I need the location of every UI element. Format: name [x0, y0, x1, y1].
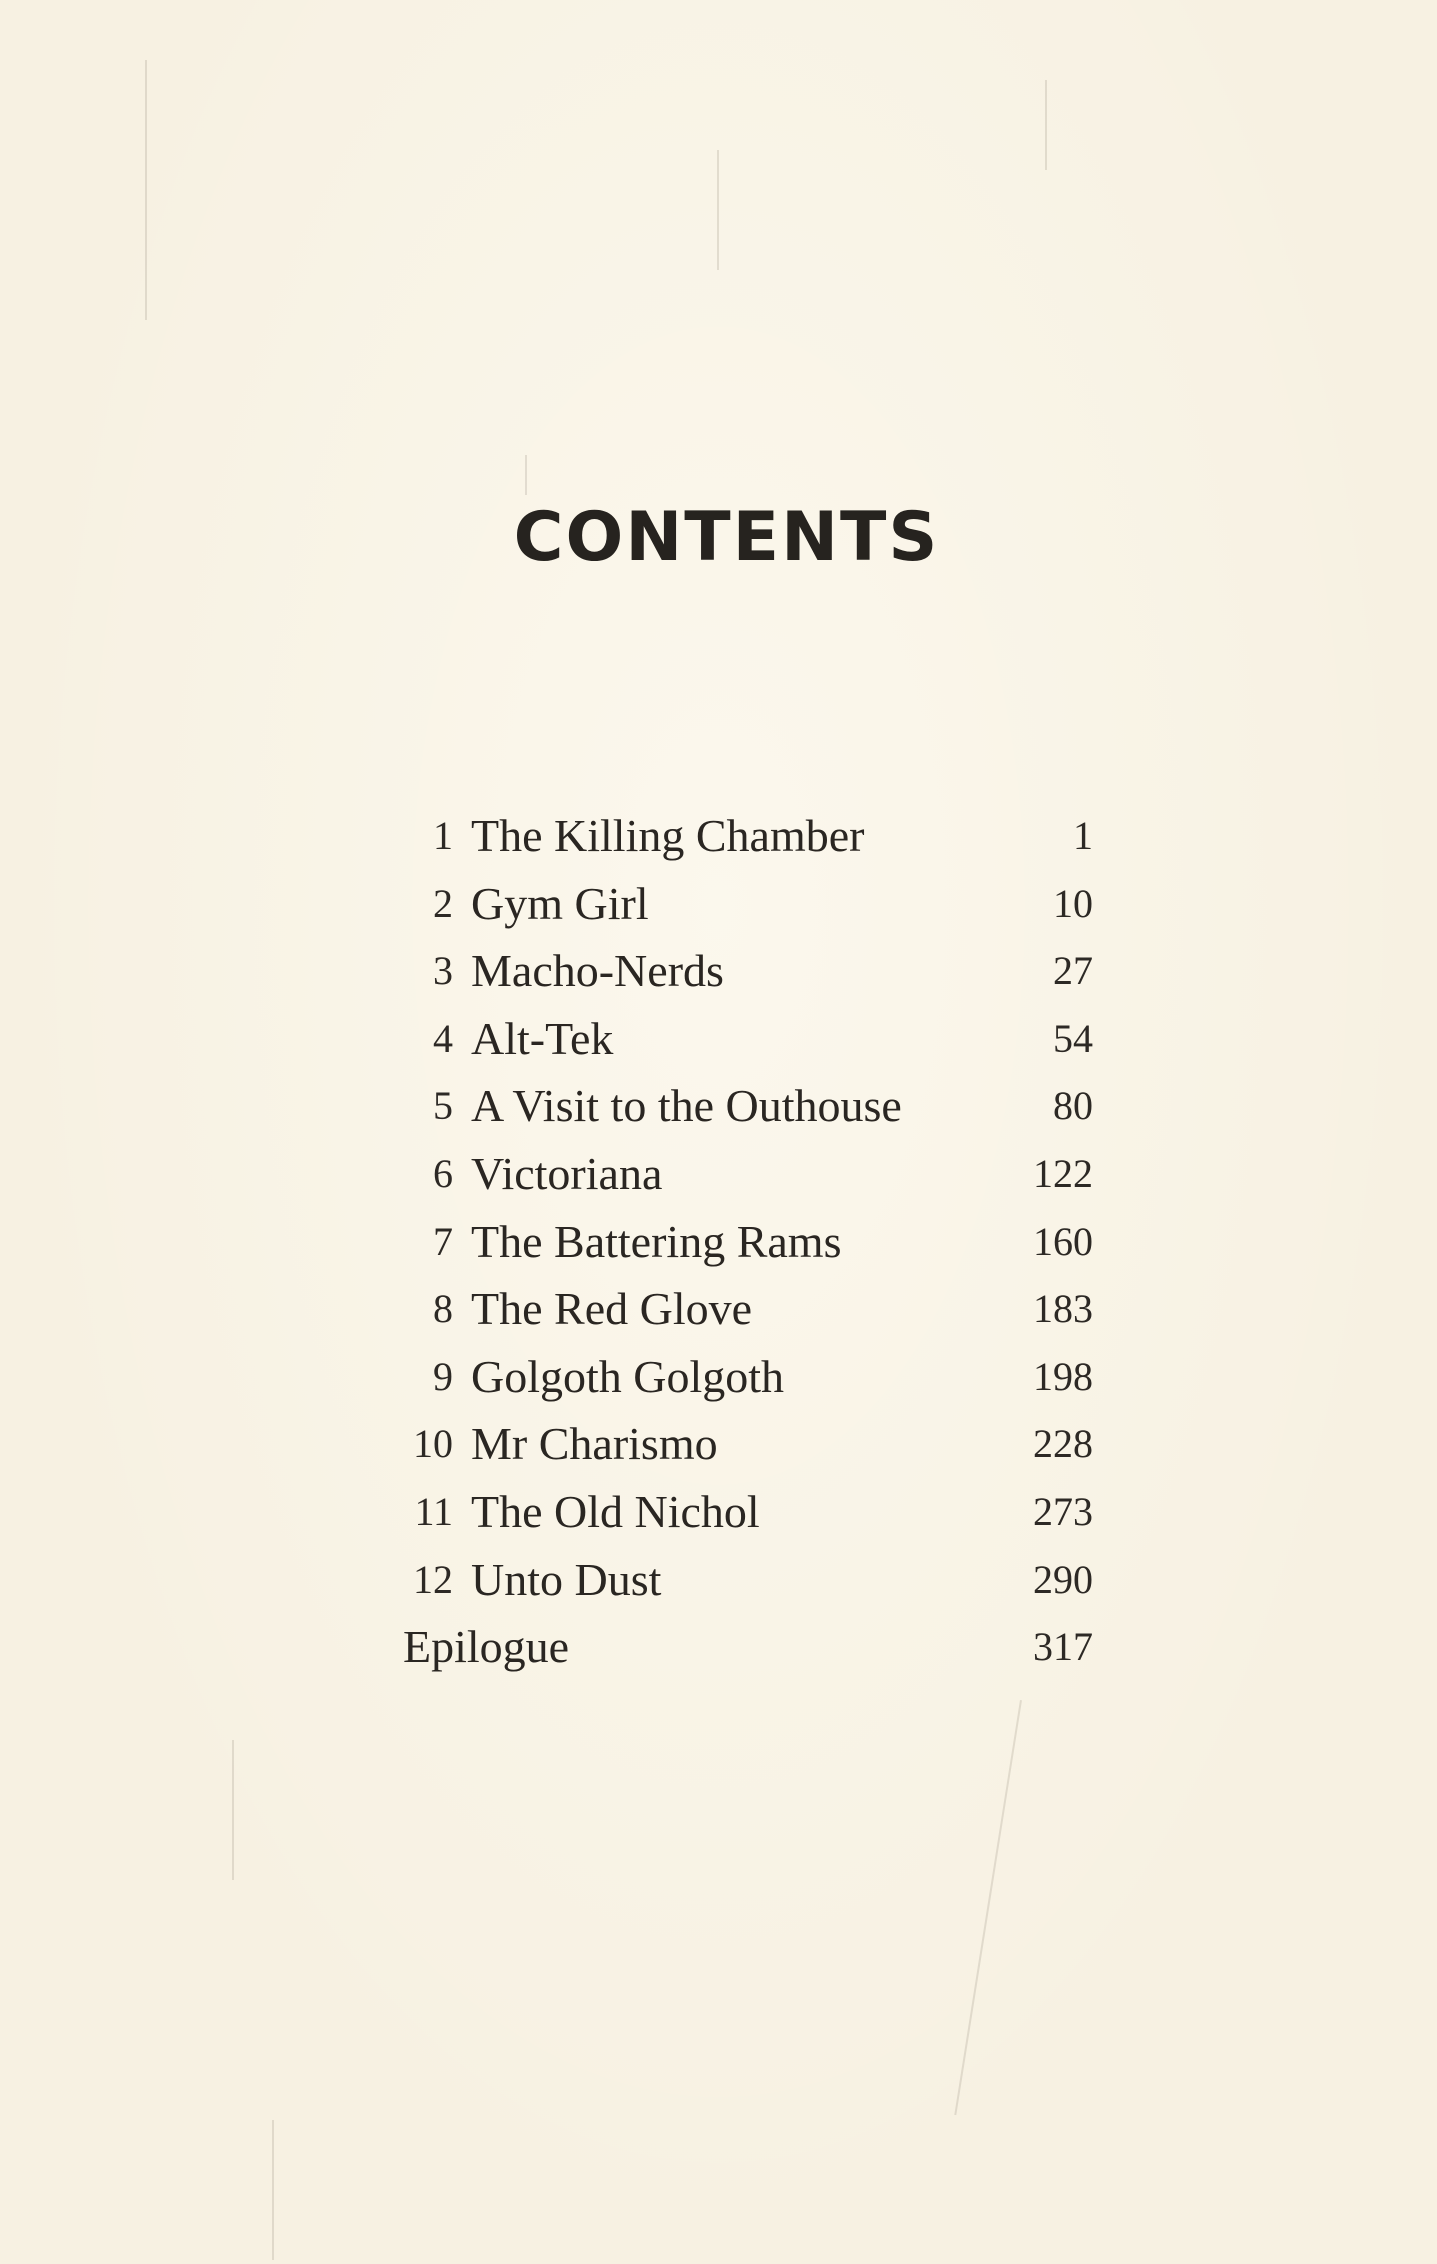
- chapter-title: Unto Dust: [471, 1553, 662, 1605]
- toc-entry: [403, 1484, 1093, 1552]
- chapter-title: Mr Charismo: [471, 1418, 718, 1470]
- chapter-number: 10: [413, 1421, 453, 1467]
- chapter-title: Victoriana: [471, 1147, 663, 1199]
- scan-crease: [717, 150, 719, 270]
- chapter-title: The Battering Rams: [471, 1215, 842, 1267]
- chapter-number: 12: [413, 1556, 453, 1602]
- epilogue-title: Epilogue: [403, 1621, 570, 1673]
- toc-entry: [403, 1281, 1093, 1349]
- page-number: 183: [1033, 1286, 1093, 1332]
- toc-entry: [403, 1349, 1093, 1417]
- scan-crease: [232, 1740, 234, 1880]
- table-of-contents: [403, 808, 1093, 1687]
- chapter-title: Macho-Nerds: [471, 945, 724, 997]
- toc-entry-epilogue: [403, 1619, 1093, 1687]
- page-number: 198: [1033, 1353, 1093, 1399]
- chapter-title: The Old Nichol: [471, 1485, 760, 1537]
- chapter-number: 9: [433, 1353, 453, 1399]
- toc-entry: [403, 943, 1093, 1011]
- toc-entry: [403, 876, 1093, 944]
- page-number: 160: [1033, 1218, 1093, 1264]
- toc-entry: [403, 1146, 1093, 1214]
- chapter-number: 1: [433, 813, 453, 858]
- page-number: 122: [1033, 1150, 1093, 1196]
- toc-entry: [403, 1552, 1093, 1620]
- toc-entry: [403, 1078, 1093, 1146]
- chapter-number: 8: [433, 1286, 453, 1332]
- chapter-title: Alt-Tek: [471, 1012, 614, 1064]
- page-number: 27: [1053, 948, 1093, 994]
- page-number: 80: [1053, 1083, 1093, 1129]
- chapter-title: The Killing Chamber: [471, 810, 865, 861]
- chapter-number: 5: [433, 1083, 453, 1129]
- toc-entry: [403, 808, 1093, 876]
- toc-entry: [403, 1214, 1093, 1282]
- chapter-number: 3: [433, 948, 453, 994]
- scan-crease: [1045, 80, 1047, 170]
- scan-crease: [145, 60, 147, 320]
- page-number: 317: [1033, 1624, 1093, 1670]
- chapter-number: 6: [433, 1150, 453, 1196]
- toc-entry: [403, 1416, 1093, 1484]
- chapter-title: Gym Girl: [471, 877, 649, 929]
- page-number: 54: [1053, 1015, 1093, 1061]
- page-number: 1: [1073, 813, 1093, 858]
- page-number: 228: [1033, 1421, 1093, 1467]
- chapter-title: A Visit to the Outhouse: [471, 1080, 902, 1132]
- toc-entry: [403, 1011, 1093, 1079]
- page-number: 290: [1033, 1556, 1093, 1602]
- page-number: 10: [1053, 880, 1093, 926]
- chapter-title: Golgoth Golgoth: [471, 1350, 785, 1402]
- chapter-number: 7: [433, 1218, 453, 1264]
- chapter-number: 4: [433, 1015, 453, 1061]
- scan-crease: [272, 2120, 274, 2260]
- chapter-number: 2: [433, 880, 453, 926]
- chapter-number: 11: [414, 1488, 453, 1534]
- page-number: 273: [1033, 1488, 1093, 1534]
- scan-crease: [525, 455, 527, 495]
- chapter-title: The Red Glove: [471, 1283, 753, 1335]
- scan-crease: [954, 1700, 1022, 2115]
- page-title: CONTENTS: [513, 498, 940, 577]
